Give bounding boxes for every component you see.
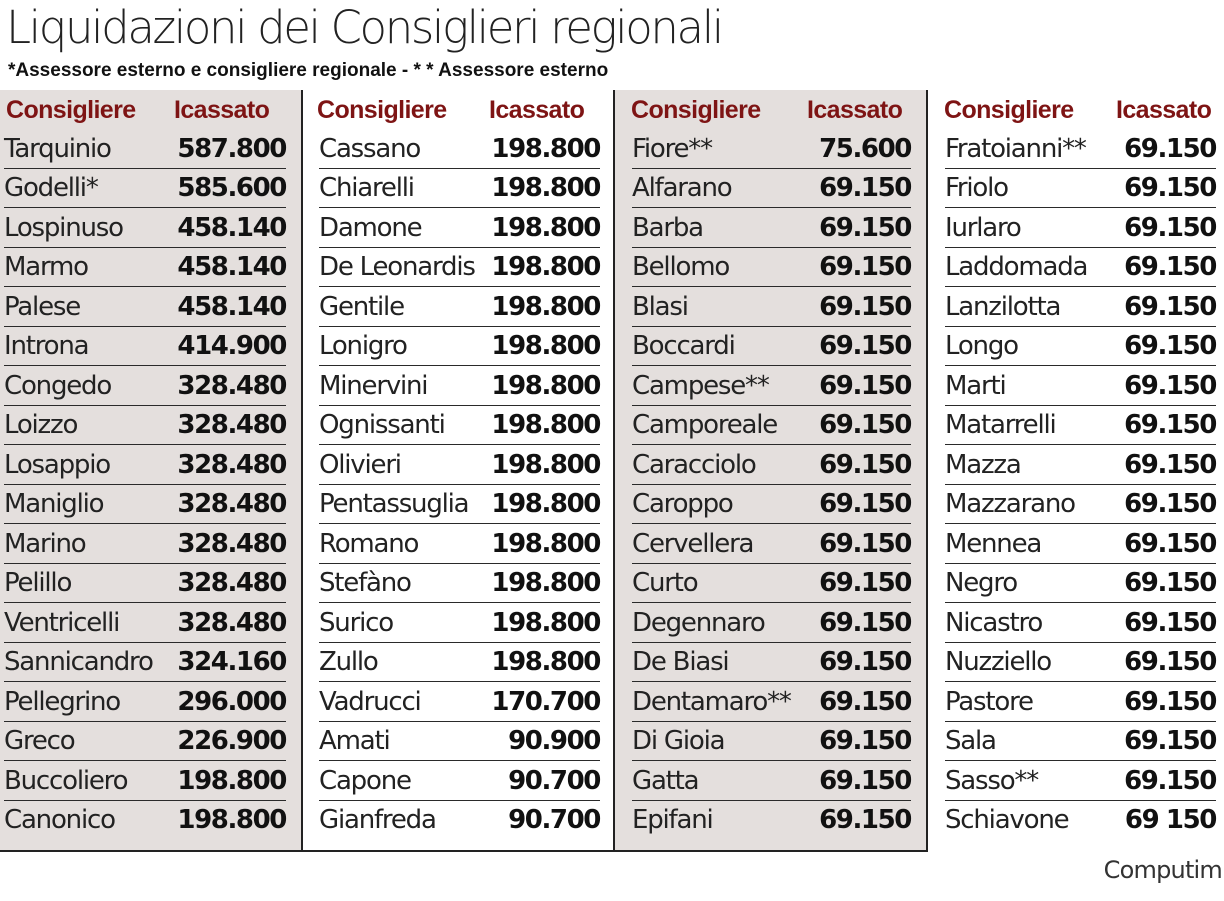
table-row (945, 681, 1216, 722)
table-row (945, 642, 1216, 683)
table-row (319, 602, 600, 643)
table-row (945, 523, 1216, 564)
column-header-name: Consigliere (317, 96, 447, 124)
table-row (4, 523, 286, 564)
table-row (319, 721, 600, 762)
councillor-name: Ognissanti (319, 410, 445, 440)
councillor-name: Romano (319, 528, 419, 559)
councillor-name: Capone (319, 765, 411, 796)
table-row (632, 563, 911, 604)
column-header-value: Icassato (1116, 96, 1212, 124)
settlement-amount: 69.150 (1124, 370, 1216, 401)
settlement-amount: 198.800 (491, 568, 600, 598)
councillor-name: Amati (319, 726, 390, 756)
settlement-amount: 69.150 (819, 726, 911, 756)
councillor-name: Bellomo (632, 252, 730, 282)
table-row (4, 642, 286, 683)
settlement-amount: 69.150 (819, 449, 911, 480)
table-row (945, 760, 1216, 801)
settlement-amount: 198.800 (491, 410, 600, 440)
settlement-amount: 458.140 (177, 212, 286, 243)
settlement-amount: 90.700 (508, 765, 600, 796)
table-row (4, 800, 286, 840)
settlement-amount: 69.150 (819, 291, 911, 322)
table-row (632, 760, 911, 801)
councillor-name: Maniglio (4, 489, 104, 519)
settlement-amount: 458.140 (177, 252, 286, 282)
settlement-amount: 69.150 (819, 331, 911, 361)
settlement-amount: 69.150 (1124, 647, 1216, 677)
councillor-name: Marti (945, 370, 1006, 401)
councillor-name: Pentassuglia (319, 489, 469, 519)
table-row (319, 168, 600, 209)
settlement-amount: 69.150 (1124, 528, 1216, 559)
table-row (4, 326, 286, 367)
table-row (4, 286, 286, 327)
table-row (632, 800, 911, 840)
table-row (319, 405, 600, 446)
table-row (319, 484, 600, 525)
settlement-amount: 69.150 (1124, 173, 1216, 203)
settlement-amount: 69.150 (819, 805, 911, 835)
settlement-amount: 198.800 (491, 331, 600, 361)
settlement-amount: 458.140 (177, 291, 286, 322)
table-row (945, 444, 1216, 485)
column-header-value: Icassato (807, 96, 903, 124)
councillor-name: Godelli* (4, 173, 98, 203)
settlement-amount: 75.600 (819, 133, 911, 164)
councillor-name: Mazza (945, 449, 1021, 480)
settlement-amount: 198.800 (177, 765, 286, 796)
councillor-name: Minervini (319, 370, 428, 401)
councillor-name: Ventricelli (4, 607, 120, 638)
councillor-name: Sasso** (945, 765, 1039, 796)
table-row (632, 326, 911, 367)
table-row (632, 444, 911, 485)
councillor-name: Dentamaro** (632, 686, 791, 717)
settlement-amount: 198.800 (491, 291, 600, 322)
table-row (945, 207, 1216, 248)
table-row (632, 405, 911, 446)
councillor-name: Gianfreda (319, 805, 436, 835)
table-row (319, 326, 600, 367)
councillor-name: Epifani (632, 805, 713, 835)
councillor-name: Cervellera (632, 528, 754, 559)
councillor-name: Greco (4, 726, 75, 756)
settlement-amount: 198.800 (491, 173, 600, 203)
table-row (632, 642, 911, 683)
table-row (4, 681, 286, 722)
table-row (4, 721, 286, 762)
table-row (945, 247, 1216, 288)
councillor-name: Alfarano (632, 173, 732, 203)
councillor-name: Nicastro (945, 607, 1043, 638)
table-row (319, 760, 600, 801)
table-row (4, 760, 286, 801)
column-header-name: Consigliere (944, 96, 1074, 124)
settlement-amount: 170.700 (491, 686, 600, 717)
page-title: Liquidazioni dei Consiglieri regionali (6, 1, 722, 54)
settlement-amount: 587.800 (177, 133, 286, 164)
table-row (632, 602, 911, 643)
table-column-2 (301, 90, 615, 852)
councillor-name: Gentile (319, 291, 404, 322)
councillor-name: Fiore** (632, 133, 712, 164)
table-row (632, 484, 911, 525)
councillor-name: Barba (632, 212, 703, 243)
table-row (945, 168, 1216, 209)
settlement-amount: 324.160 (177, 647, 286, 677)
settlement-amount: 69.150 (819, 410, 911, 440)
column-header-name: Consigliere (631, 96, 761, 124)
councillor-name: Losappio (4, 449, 110, 480)
councillor-name: Blasi (632, 291, 688, 322)
councillor-name: Surico (319, 607, 393, 638)
settlements-table (0, 90, 1224, 852)
table-row (632, 128, 911, 169)
councillor-name: Pastore (945, 686, 1033, 717)
settlement-amount: 69.150 (1124, 212, 1216, 243)
councillor-name: Schiavone (945, 805, 1069, 835)
settlement-amount: 69.150 (819, 568, 911, 598)
councillor-name: Laddomada (945, 252, 1088, 282)
settlement-amount: 198.800 (491, 489, 600, 519)
table-row (319, 286, 600, 327)
settlement-amount: 69.150 (819, 765, 911, 796)
table-row (632, 365, 911, 406)
table-row (4, 602, 286, 643)
settlement-amount: 69.150 (819, 173, 911, 203)
table-row (4, 128, 286, 169)
settlement-amount: 198.800 (491, 528, 600, 559)
councillor-name: Marmo (4, 252, 88, 282)
councillor-name: Mazzarano (945, 489, 1075, 519)
settlement-amount: 69.150 (819, 489, 911, 519)
table-row (319, 681, 600, 722)
councillor-name: Olivieri (319, 449, 401, 480)
councillor-name: Iurlaro (945, 212, 1021, 243)
table-row (319, 642, 600, 683)
councillor-name: Curto (632, 568, 698, 598)
settlement-amount: 69 150 (1124, 805, 1216, 835)
settlement-amount: 414.900 (177, 331, 286, 361)
councillor-name: Campese** (632, 370, 769, 401)
councillor-name: Matarrelli (945, 410, 1056, 440)
settlement-amount: 198.800 (491, 449, 600, 480)
settlement-amount: 328.480 (177, 410, 286, 440)
settlement-amount: 296.000 (177, 686, 286, 717)
table-row (319, 523, 600, 564)
councillor-name: Sala (945, 726, 996, 756)
settlement-amount: 69.150 (819, 370, 911, 401)
councillor-name: Stefàno (319, 568, 411, 598)
councillor-name: Nuzziello (945, 647, 1051, 677)
settlement-amount: 69.150 (1124, 410, 1216, 440)
table-row (945, 326, 1216, 367)
settlement-amount: 90.900 (508, 726, 600, 756)
table-row (632, 207, 911, 248)
table-row (4, 444, 286, 485)
councillor-name: Tarquinio (4, 133, 111, 164)
table-row (945, 286, 1216, 327)
table-row (319, 800, 600, 840)
settlement-amount: 226.900 (177, 726, 286, 756)
settlement-amount: 585.600 (177, 173, 286, 203)
settlement-amount: 90.700 (508, 805, 600, 835)
settlement-amount: 69.150 (1124, 765, 1216, 796)
table-row (945, 405, 1216, 446)
councillor-name: Damone (319, 212, 422, 243)
councillor-name: Degennaro (632, 607, 765, 638)
councillor-name: Canonico (4, 805, 115, 835)
table-row (632, 168, 911, 209)
settlement-amount: 69.150 (1124, 331, 1216, 361)
column-header-name: Consigliere (6, 96, 136, 124)
table-row (319, 247, 600, 288)
table-row (632, 286, 911, 327)
councillor-name: Mennea (945, 528, 1042, 559)
column-header-value: Icassato (489, 96, 585, 124)
councillor-name: Zullo (319, 647, 378, 677)
councillor-name: Negro (945, 568, 1017, 598)
table-row (4, 168, 286, 209)
settlement-amount: 69.150 (819, 212, 911, 243)
settlement-amount: 328.480 (177, 449, 286, 480)
source-credit: Computim (1103, 856, 1222, 884)
councillor-name: Loizzo (4, 410, 78, 440)
councillor-name: Di Gioia (632, 726, 725, 756)
councillor-name: Cassano (319, 133, 421, 164)
table-row (632, 247, 911, 288)
table-column-3 (613, 90, 928, 852)
table-row (945, 721, 1216, 762)
councillor-name: Lospinuso (4, 212, 123, 243)
councillor-name: Pelillo (4, 568, 72, 598)
column-header-value: Icassato (174, 96, 270, 124)
table-row (632, 721, 911, 762)
table-row (319, 563, 600, 604)
settlement-amount: 69.150 (1124, 449, 1216, 480)
table-column-4 (926, 90, 1224, 852)
settlement-amount: 69.150 (819, 252, 911, 282)
table-row (319, 128, 600, 169)
table-row (4, 207, 286, 248)
settlement-amount: 198.800 (177, 805, 286, 835)
settlement-amount: 328.480 (177, 370, 286, 401)
table-row (945, 484, 1216, 525)
settlement-amount: 69.150 (819, 647, 911, 677)
settlement-amount: 69.150 (1124, 607, 1216, 638)
councillor-name: Lanzilotta (945, 291, 1061, 322)
table-row (632, 523, 911, 564)
councillor-name: Introna (4, 331, 89, 361)
settlement-amount: 69.150 (1124, 252, 1216, 282)
settlement-amount: 198.800 (491, 647, 600, 677)
settlement-amount: 69.150 (1124, 291, 1216, 322)
settlement-amount: 328.480 (177, 489, 286, 519)
settlement-amount: 198.800 (491, 133, 600, 164)
table-column-1 (0, 90, 301, 852)
councillor-name: Pellegrino (4, 686, 120, 717)
settlement-amount: 328.480 (177, 607, 286, 638)
table-row (4, 563, 286, 604)
councillor-name: De Leonardis (319, 252, 475, 282)
settlement-amount: 69.150 (819, 528, 911, 559)
councillor-name: Palese (4, 291, 81, 322)
settlement-amount: 198.800 (491, 252, 600, 282)
settlement-amount: 328.480 (177, 568, 286, 598)
councillor-name: Sannicandro (4, 647, 153, 677)
councillor-name: Caroppo (632, 489, 733, 519)
councillor-name: Gatta (632, 765, 699, 796)
councillor-name: Marino (4, 528, 86, 559)
settlement-amount: 69.150 (819, 607, 911, 638)
legend-note: *Assessore esterno e consigliere regionale - * * Assessore esterno (8, 60, 609, 81)
settlement-amount: 198.800 (491, 370, 600, 401)
councillor-name: Friolo (945, 173, 1008, 203)
table-row (4, 405, 286, 446)
settlement-amount: 198.800 (491, 212, 600, 243)
table-row (4, 484, 286, 525)
table-bottom-rule (0, 850, 926, 852)
councillor-name: De Biasi (632, 647, 729, 677)
table-row (945, 602, 1216, 643)
table-row (945, 128, 1216, 169)
table-row (4, 247, 286, 288)
settlement-amount: 69.150 (1124, 686, 1216, 717)
table-row (319, 207, 600, 248)
councillor-name: Fratoianni** (945, 133, 1086, 164)
councillor-name: Chiarelli (319, 173, 414, 203)
councillor-name: Boccardi (632, 331, 735, 361)
table-row (945, 563, 1216, 604)
table-row (945, 800, 1216, 840)
table-row (319, 365, 600, 406)
councillor-name: Lonigro (319, 331, 407, 361)
settlement-amount: 69.150 (1124, 133, 1216, 164)
councillor-name: Buccoliero (4, 765, 128, 796)
settlement-amount: 69.150 (1124, 489, 1216, 519)
settlement-amount: 69.150 (1124, 568, 1216, 598)
settlement-amount: 69.150 (819, 686, 911, 717)
councillor-name: Caracciolo (632, 449, 756, 480)
table-row (945, 365, 1216, 406)
councillor-name: Camporeale (632, 410, 778, 440)
settlement-amount: 328.480 (177, 528, 286, 559)
table-row (4, 365, 286, 406)
settlement-amount: 69.150 (1124, 726, 1216, 756)
table-row (632, 681, 911, 722)
councillor-name: Vadrucci (319, 686, 421, 717)
councillor-name: Congedo (4, 370, 112, 401)
table-row (319, 444, 600, 485)
settlement-amount: 198.800 (491, 607, 600, 638)
councillor-name: Longo (945, 331, 1018, 361)
